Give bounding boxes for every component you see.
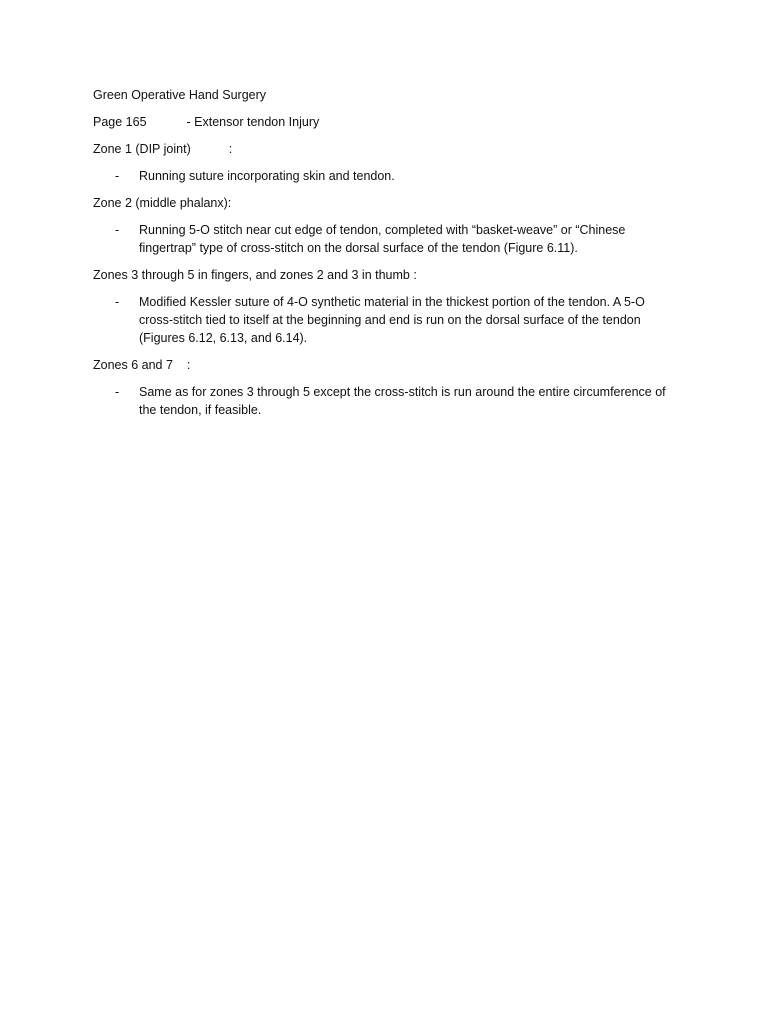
document-title-text: Green Operative Hand Surgery xyxy=(93,88,267,102)
list-item xyxy=(93,293,693,347)
section-heading-text: Zone 1 (DIP joint) xyxy=(93,142,191,156)
page-number: Page 165 xyxy=(93,115,147,129)
section-heading-zones-6-7 xyxy=(93,356,693,374)
list-item xyxy=(93,221,693,257)
page-topic: - Extensor tendon Injury xyxy=(186,115,320,129)
list-item-text: Same as for zones 3 through 5 except the cross-stitch is run around the entire circumference of the tendon, if feasible. xyxy=(139,385,666,417)
page-reference-line xyxy=(93,113,693,131)
section-heading-text: Zones 6 and 7 xyxy=(93,358,173,372)
list-item-text: Modified Kessler suture of 4-O synthetic material in the thickest portion of the tendon. A 5-O cross-stitch tied to itself at the beginning and end is run on the dorsal surface of the tendon (Figures 6.12, 6.13, and 6.14). xyxy=(139,295,645,345)
document-body xyxy=(93,86,693,428)
section-heading-text: Zones 3 through 5 in fingers, and zones 2 and 3 in thumb : xyxy=(93,268,417,282)
bullet-dash: - xyxy=(115,295,120,309)
list-item-text: Running 5-O stitch near cut edge of tendon, completed with “basket-weave” or “Chinese fingertrap” type of cross-stitch on the dorsal surface of the tendon (Figure 6.11). xyxy=(139,223,626,255)
section-heading-colon: : xyxy=(228,142,233,156)
list-item xyxy=(93,383,693,419)
document-title xyxy=(93,86,693,104)
bullet-dash: - xyxy=(115,169,120,183)
list-item-text: Running suture incorporating skin and tendon. xyxy=(139,169,395,183)
section-heading-zone-1 xyxy=(93,140,693,158)
section-heading-colon: : xyxy=(186,358,191,372)
bullet-dash: - xyxy=(115,385,120,399)
section-heading-zone-2 xyxy=(93,194,693,212)
bullet-dash: - xyxy=(115,223,120,237)
section-heading-zones-3-5 xyxy=(93,266,693,284)
list-item xyxy=(93,167,693,185)
section-heading-text: Zone 2 (middle phalanx): xyxy=(93,196,232,210)
